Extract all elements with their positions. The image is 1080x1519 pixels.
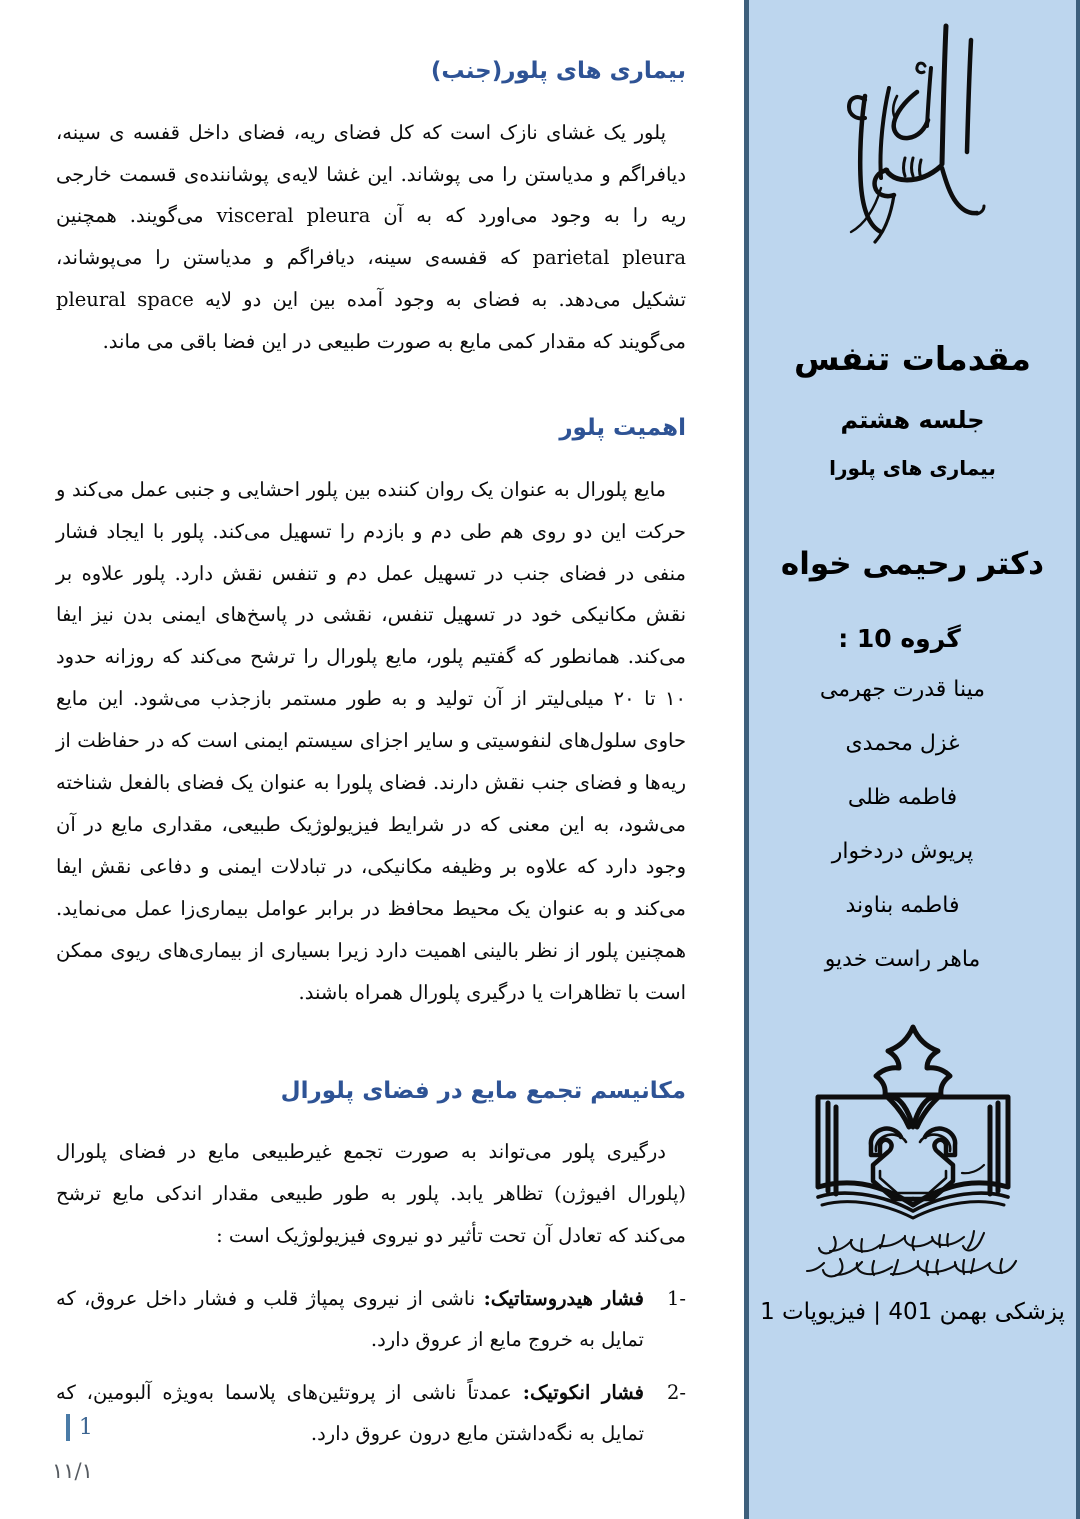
term-parietal-pleura: parietal pleura (532, 246, 686, 270)
heading-fluid-accumulation-mechanism: مکانیسم تجمع مایع در فضای پلورال (280, 1077, 686, 1104)
heading-pleura-importance: اهمیت پلور (559, 415, 686, 442)
group-label: گروه 10 : (838, 623, 961, 653)
course-info-block (749, 340, 1076, 480)
list-item: غزل محمدی (845, 730, 960, 756)
list-item-term: فشار هیدروستاتیک: (483, 1287, 644, 1311)
list-item: پریوش دردخوار (831, 838, 974, 864)
paragraph1-part-c: که قفسه‌ی سینه، دیافراگم و مدیاستن را می‌پوشاند، تشکیل می‌دهد. به فضای به وجود آمده بین این دو لایه (56, 246, 686, 312)
bismillah-calligraphy-icon (813, 18, 1013, 248)
list-item: مینا قدرت جهرمی (819, 676, 986, 702)
session-label: جلسه هشتم (840, 405, 985, 434)
list-item-description: ناشی از نیروی پمپاژ قلب و فشار داخل عروق، که تمایل به خروج مایع از عروق دارد. (56, 1287, 644, 1351)
list-item-description: عمدتاً ناشی از پروتئین‌های پلاسما به‌ویژه آلبومین، که تمایل به نگه‌داشتن مایع درون عروق دارد. (56, 1380, 644, 1445)
paragraph-pleura-importance: مایع پلورال به عنوان یک روان کننده بین پلور احشایی و جنبی عمل می‌کند و حرکت این دو روی هم طی دم و بازدم را تسهیل می‌کند. پلور با ایجاد فشار منفی در فضای جنب در تسهیل عمل دم و تنفس نقش دارد. پلور علاوه بر نقش مکانیکی خود در تسهیل تنفس، نقشی در پاسخ‌های ایمنی بدن نیز ایفا می‌کند. همانطور که گفتیم پلور، مایع پلورال را ترشح می‌کند که روزانه حدود ۱۰ تا ۲۰ میلی‌لیتر از آن تولید و به طور مستمر بازجذب می‌شود. این مایع حاوی سلول‌های لنفوسیتی و سایر اجزای سیستم ایمنی است که در حفاظت از ریه‌ها و فضای جنب نقش دارند. فضای پلورا به عنوان یک فضای بالفعل شناخته می‌شود، به این معنی که در شرایط فیزیولوژیک طبیعی، مقداری مایع در آن وجود دارد که علاوه بر وظیفه مکانیکی، در تبادلات ایمنی و دفاعی نقش ایفا می‌کند و به عنوان یک محیط محافظ در برابر عوامل بیماری‌زا عمل می‌نماید. همچنین پلور از نظر بالینی اهمیت دارد زیرا بسیاری از بیماری‌های ریوی ممکن است با تظاهرات یا درگیری پلورال همراه باشند. (56, 477, 686, 1004)
university-caption-calligraphy-icon (788, 1225, 1038, 1283)
list-item: ماهر راست خدیو (824, 946, 981, 972)
group-member-list (749, 676, 1076, 1003)
course-title: مقدمات تنفس (794, 339, 1031, 378)
instructor-name: دکتر رحیمی خواه (780, 545, 1045, 582)
list-item: فاطمه بناوند (845, 892, 960, 918)
paragraph-fluid-mechanism: درگیری پلور می‌تواند به صورت تجمع غیرطبیعی مایع در فضای پلورال (پلورال افیوژن) تظاهر یابد. پلور به طور طبیعی مقدار اندکی مایع ترشح می‌کند که تعادل آن تحت تأثیر دو نیروی فیزیولوژیک است : (56, 1140, 686, 1248)
term-pleural-space: pleural space (56, 288, 194, 312)
paragraph1-part-b: می‌گویند. همچنین (56, 204, 217, 228)
sidebar-footer-line: پزشکی بهمن 401 | فیزیوپات 1 (760, 1298, 1065, 1325)
university-logo-icon (788, 1015, 1038, 1283)
paragraph1-part-d: می‌گویند که مقدار کمی مایع به صورت طبیعی در این فضا باقی می ماند. (102, 330, 686, 354)
list-item: فاطمه ظلی (847, 784, 958, 810)
pressure-forces-list (56, 1279, 686, 1455)
list-item (56, 1373, 644, 1455)
paragraph-pleura-definition (56, 112, 686, 364)
heading-pleural-diseases: بیماری های پلور(جنب) (430, 58, 686, 84)
page-footer (52, 1414, 93, 1484)
list-item (56, 1279, 644, 1361)
sidebar (744, 0, 1080, 1519)
paragraph1-part-a: پلور یک غشای نازک است که کل فضای ریه، فضای داخل قفسه ی سینه، دیافراگم و مدیاستن را می پوشاند. این غشا لایه‌ی پوشاننده‌ی قسمت خارجی ریه را به وجود می‌اورد که به آن (56, 120, 686, 228)
page-number: 1 (66, 1414, 93, 1442)
list-item-term: فشار انکوتیک: (522, 1380, 644, 1404)
session-topic: بیماری های پلورا (829, 455, 996, 480)
document-counter: ۱۱/۱ (52, 1459, 93, 1483)
term-visceral-pleura: visceral pleura (216, 204, 371, 228)
